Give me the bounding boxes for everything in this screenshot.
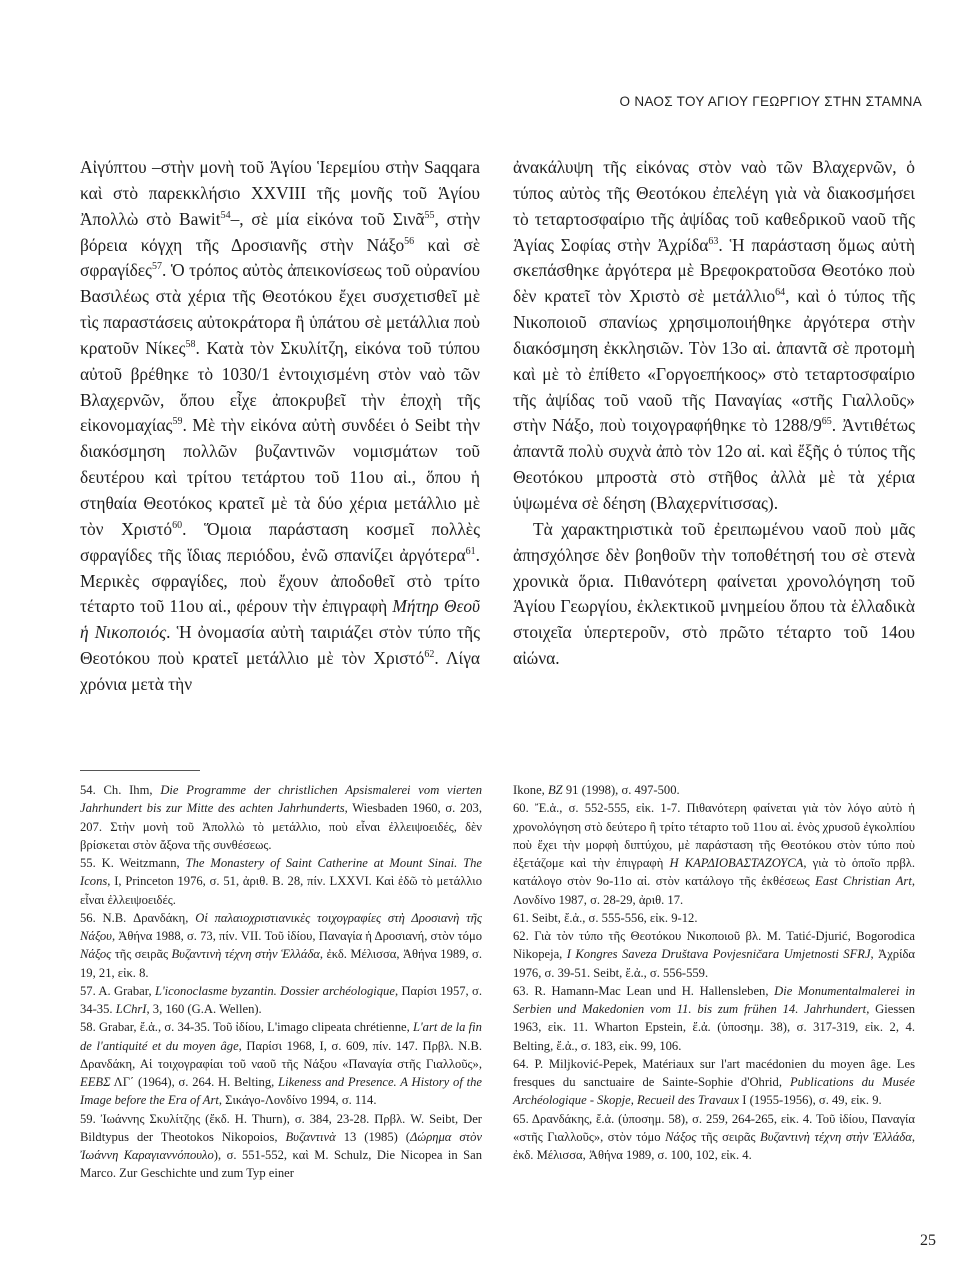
italic-text: Βυζαντινὴ τέχνη στὴν Ἑλλάδα — [760, 1129, 912, 1144]
text-run: 62. Γιὰ τὸν τύπο τῆς Θεοτόκου Νικοποιοῦ βλ. M. Tatić-Djurić, Bogorodica Nikopeja, — [513, 929, 915, 962]
text-run: . Ἡ ὀνομασία αὐτὴ ταιριάζει στὸν τύπο τῆς Θεοτόκου ποὺ κρατεῖ μετάλλιο μὲ τὸν Χριστό — [80, 622, 480, 669]
text-run: τῆς σειρᾶς — [111, 947, 172, 962]
italic-text: BZ — [547, 783, 563, 797]
footnote-ref: 55 — [424, 209, 435, 221]
text-run: –, σὲ μία εἰκόνα τοῦ Σινᾶ — [230, 208, 425, 229]
text-run: Ikone, — [513, 783, 548, 797]
italic-text: Νάξος — [80, 947, 112, 962]
text-run: , Giessen 1963, εἰκ. 11. Wharton Epstein, ἔ.ἀ. (ὑποσημ. 38), σ. 317-319, εἰκ. 2, 4. Belting, ἔ.ἀ., σ. 183, εἰκ. 99, 106. — [513, 1002, 916, 1053]
text-run: , Παρίσι 1957, σ. 34-35. — [80, 983, 482, 1016]
footnote — [513, 781, 915, 799]
italic-text: I Kongres Saveza Društava Povjesničara Umjetnosti SFRJ — [566, 947, 871, 962]
body-column-left — [80, 155, 480, 698]
italic-text: Die Programme der christlichen Apsismalerei vom vierten Jahrhundert bis zur Mitte des achten Jahrhunderts — [80, 783, 483, 816]
italic-text: Publications du Musée Archéologique - Skopje, Recueil des Travaux — [513, 1075, 915, 1108]
footnotes-column-left — [80, 781, 482, 1183]
text-run: , 3, 160 (G.A. Wellen). — [146, 1002, 262, 1016]
text-run: . Κατὰ τὸν Σκυλίτζη, εἰκόνα τοῦ τύπου αὐτοῦ βρέθηκε τὸ 1030/1 ἐντοιχισμένη στὸν ναὸ τῶν Βλαχερνῶν, ὅπου εἶχε ἀποκρυβεῖ τὴν ἐποχὴ τῆς εἰκονομαχίας — [80, 337, 480, 436]
text-run: 59. Ἰωάννης Σκυλίτζης (ἔκδ. H. Thurn), σ. 384, 23-28. Πρβλ. W. Seibt, Der Bildtypus der Theotokos Nikopoios, — [80, 1111, 482, 1144]
italic-text: Βυζαντινὰ — [285, 1129, 336, 1144]
italic-text: LChrI — [115, 1002, 147, 1016]
text-run: 65. Δρανδάκης, ἔ.ἀ. (ὑποσημ. 58), σ. 259, 264-265, εἰκ. 4. Τοῦ ἰδίου, Παναγία «στῆς Γιαλλοῦς», στὸν τόμο — [513, 1111, 915, 1144]
text-run: 58. Grabar, ἔ.ἀ., σ. 34-35. Τοῦ ἰδίου, L'imago clipeata chrétienne, — [80, 1020, 413, 1035]
text-run: 64. P. Miljković-Pepek, Matériaux sur l'art macédonien du moyen âge. Les fresques du sanctuaire de Sainte-Sophie d'Ohrid, — [513, 1056, 915, 1089]
running-head: Ο ΝΑΟΣ ΤΟΥ ΑΓΙΟΥ ΓΕΩΡΓΙΟΥ ΣΤΗΝ ΣΤΑΜΝΑ — [619, 94, 922, 109]
text-run: 13 (1985) ( — [335, 1129, 411, 1144]
text-run: , Wiesbaden 1960, σ. 203, 207. Στὴν μονὴ τοῦ Ἀπολλὼ τὸ μετάλλιο, ποὺ εἶναι ἐλλειψοειδές, δὲν βρίσκεται στὸν ἄξονα τῆς συνθέσεως. — [80, 801, 482, 852]
italic-text: The Monastery of Saint Catherine at Mount Sinai. The Icons — [80, 856, 482, 889]
text-run: , καὶ ὁ τύπος τῆς Νικοποιοῦ σπανίως χρησιμοποιήθηκε ἀργότερα στὴν διακόσμηση ἐκκλησιῶν. Τὸν 13ο αἰ. ἀπαντᾶ σὲ προτομὴ καὶ μὲ τὸ ἐπίθετο «Γοργοεπήκοος» στὸ τεταρτοσφαίριο τῆς ἀψίδας τοῦ ναοῦ τῆς Παναγίας «στῆς Γιαλλοῦς» στὴν Νάξο, ποὺ τοιχογραφήθηκε τὸ 1288/9 — [513, 286, 916, 436]
footnotes-column-right — [513, 781, 915, 1164]
italic-text: Likeness and Presence. A History of the Image before the Era of Art — [80, 1075, 482, 1108]
footnote-ref: 60 — [172, 520, 183, 532]
text-run: τῆς σειρᾶς — [696, 1129, 761, 1144]
footnote-ref: 59 — [172, 416, 183, 428]
text-run: , ἐκδ. Μέλισσα, Ἀθήνα 1989, σ. 19, 21, εἰκ. 8. — [80, 947, 482, 980]
text-run: ), σ. 551-552, καὶ M. Schulz, Die Nicopea in San Marco. Zur Geschichte und zum Typ einer — [80, 1148, 482, 1181]
text-run: , Λονδίνο 1987, σ. 28-29, ἀριθ. 17. — [513, 874, 915, 907]
footnote — [80, 1110, 482, 1183]
footnote — [513, 799, 915, 909]
text-run: I (1955-1956), σ. 49, εἰκ. 9. — [739, 1093, 882, 1108]
text-run: 91 (1998), σ. 497-500. — [562, 783, 680, 797]
footnote-ref: 62 — [424, 649, 435, 661]
footnote-ref: 61 — [465, 545, 476, 557]
text-run: ΛΓ΄ (1964), σ. 264. H. Belting, — [110, 1075, 279, 1089]
text-run: , Παρίσι 1968, I, σ. 609, πίν. 147. Πρβλ. N.B. Δρανδάκη, Αἱ τοιχογραφίαι τοῦ ναοῦ τῆς Νάξου «Παναγία στῆς Γιαλλοῦς», — [80, 1038, 482, 1071]
italic-text: East Christian Art — [815, 874, 912, 889]
text-run: . Ὅμοια παράσταση κοσμεῖ πολλὲς σφραγίδες τῆς ἴδιας περιόδου, ἐνῶ σπανίζει ἀργότερα — [80, 518, 480, 565]
text-run: Αἰγύπτου –στὴν μονὴ τοῦ Ἁγίου Ἱερεμίου στὴν Saqqara καὶ στὸ παρεκκλήσιο XXVIII τῆς μονῆς τοῦ Ἁγίου Ἀπολλὼ στὸ Bawit — [80, 157, 480, 229]
italic-text: Die Monumentalmalerei in Serbien und Makedonien vom 11. bis zum frühen 14. Jahrhundert — [513, 983, 916, 1016]
text-run: 60. Ἔ.ἀ., σ. 552-555, εἰκ. 1-7. Πιθανότερη φαίνεται γιὰ τὸν λόγο αὐτὸ ἡ χρονολόγηση στὸ δεύτερο ἢ τρίτο τέταρτο τοῦ 11ου αἰ. ἑνὸς χρυσοῦ ἐγκολπίου ποὺ ἔχει τὴν μορφὴ διπτύχου, μὲ παράσταση τῆς Θεοτόκου στὸν τύπο ποὺ ἐξετάζομε καὶ τὴν ἐπιγραφὴ — [513, 801, 915, 870]
text-run: 63. R. Hamann-Mac Lean und H. Hallensleben, — [513, 983, 775, 998]
text-run: . Μερικὲς σφραγίδες, ποὺ ἔχουν ἀποδοθεῖ στὸ τρίτο τέταρτο τοῦ 11ου αἰ., φέρουν τὴν ἐπιγραφὴ — [80, 544, 480, 617]
footnote-rule — [80, 770, 200, 771]
text-run: . Μὲ τὴν εἰκόνα αὐτὴ συνδέει ὁ Seibt τὴν διακόσμηση πολλῶν βυζαντινῶν νομισμάτων τοῦ δευτέρου καὶ τρίτου τετάρτου τοῦ 11ου αἰ., ὅπου ἡ στηθαία Θεοτόκος κρατεῖ μὲ τὰ δύο χέρια μετάλλιο μὲ τὸν Χριστό — [80, 415, 480, 539]
footnote-ref: 57 — [151, 261, 162, 273]
footnote — [80, 909, 482, 982]
footnote — [513, 927, 915, 982]
footnote — [513, 909, 915, 927]
footnote-ref: 54 — [220, 209, 231, 221]
body-paragraph — [513, 155, 915, 517]
italic-text: Οἱ παλαιοχριστιανικὲς τοιχογραφίες στὴ Δροσιανὴ τῆς Νάξου — [80, 910, 482, 943]
footnote — [513, 1110, 915, 1165]
footnote — [80, 982, 482, 1019]
italic-text: Βυζαντινὴ τέχνη στὴν Ἑλλάδα — [171, 947, 320, 962]
footnote-ref: 63 — [708, 235, 719, 247]
text-run: , I, Princeton 1976, σ. 51, ἀριθ. B. 28, πίν. LXXVI. Καὶ ἐδῶ τὸ μετάλλιο εἶναι ἐλλειψοειδές. — [80, 874, 482, 907]
footnote — [80, 1018, 482, 1109]
body-paragraph — [513, 517, 915, 672]
footnote — [80, 854, 482, 909]
italic-text: L'art de la fin de l'antiquité et du moyen âge — [80, 1020, 482, 1053]
footnote-ref: 65 — [821, 416, 832, 428]
text-run: , Ἀχρίδα 1976, σ. 39-51. Seibt, ἔ.ἀ., σ. 556-559. — [513, 947, 916, 980]
text-run: Τὰ χαρακτηριστικὰ τοῦ ἐρειπωμένου ναοῦ ποὺ μᾶς ἀπησχόλησε δὲν βοηθοῦν τὴν τοποθέτησή του σὲ στενὰ χρονικὰ ὅρια. Πιθανότερη φαίνεται χρονολόγηση τοῦ Ἁγίου Γεωργίου, ἐκλεκτικοῦ μνημείου ὅπου τὰ ἑλλαδικὰ στοιχεῖα ὑπερτεροῦν, στὸ πρῶτο τέταρτο τοῦ 14ου αἰώνα. — [513, 518, 915, 669]
italic-text: Η ΚΑΡΔΙΟΒΑΣΤΑΖΟΥCΑ — [669, 856, 804, 870]
text-run: ἀνακάλυψη τῆς εἰκόνας στὸν ναὸ τῶν Βλαχερνῶν, ὁ τύπος αὐτὸς τῆς Θεοτόκου ἐπελέγη γιὰ νὰ διακοσμήσει τὸ τεταρτοσφαίριο τῆς ἀψίδας τοῦ καθεδρικοῦ ναοῦ τῆς Ἁγίας Σοφίας στὴν Ἀχρίδα — [513, 157, 915, 255]
body-column-right — [513, 155, 915, 672]
text-run: 55. K. Weitzmann, — [80, 856, 186, 870]
text-run: 56. N.B. Δρανδάκη, — [80, 910, 196, 925]
italic-text: Νάξος — [665, 1129, 697, 1144]
text-run: , Ἀθήνα 1988, σ. 73, πίν. VII. Τοῦ ἰδίου, Παναγία ἡ Δροσιανή, στὸν τόμο — [111, 929, 482, 943]
body-paragraph — [80, 155, 480, 698]
footnote-ref: 58 — [185, 339, 196, 351]
footnote-ref: 56 — [404, 235, 415, 247]
page-number: 25 — [920, 1232, 936, 1249]
footnote — [513, 1055, 915, 1110]
text-run: , στὴν βόρεια κόγχη τῆς Δροσιανῆς στὴν Νάξο — [80, 208, 480, 255]
italic-text: L'iconoclasme byzantin. Dossier archéologique — [154, 983, 395, 998]
text-run: . Λίγα χρόνια μετὰ τὴν — [80, 648, 480, 694]
text-run: 61. Seibt, ἔ.ἀ., σ. 555-556, εἰκ. 9-12. — [513, 910, 698, 925]
text-run: . Ἀντιθέτως ἀπαντᾶ πολὺ συχνὰ ἀπὸ τὸν 12ο αἰ. καὶ ἔξῆς ὁ τύπος τῆς Θεοτόκου μπροστὰ στὸ στῆθος ἀλλὰ μὲ τὰ χέρια ὑψωμένα σὲ δέηση (Βλαχερνίτισσας). — [513, 415, 915, 513]
text-run: 54. Ch. Ihm, — [80, 783, 161, 797]
text-run: 57. A. Grabar, — [80, 983, 155, 998]
text-run: , Σικάγο-Λονδίνο 1994, σ. 114. — [218, 1093, 377, 1108]
italic-text: ΕΕΒΣ — [80, 1075, 111, 1089]
footnote — [80, 781, 482, 854]
text-run: , ἐκδ. Μέλισσα, Ἀθήνα 1989, σ. 100, 102, εἰκ. 4. — [513, 1129, 915, 1162]
text-run: καὶ σὲ σφραγίδες — [80, 234, 480, 281]
text-run: . Ἡ παράσταση ὅμως αὐτὴ σκεπάσθηκε ἀργότερα μὲ Βρεφοκρατοῦσα Θεοτόκο ποὺ δὲν κρατεῖ τὸν Χριστὸ σὲ μετάλλιο — [513, 234, 915, 307]
italic-text: Δώρημα στὸν Ἰωάννη Καραγιαννόπουλο — [80, 1129, 482, 1162]
footnote — [513, 982, 915, 1055]
text-run: , γιὰ τὸ ὁποῖο πρβλ. κατάλογο στὸν 9ο-11ο αἰ. στὸν κατάλογο τῆς ἐκθέσεως — [513, 856, 915, 889]
footnote-ref: 64 — [775, 287, 786, 299]
italic-text: Μήτηρ Θεοῦ ἡ Νικοποιός — [80, 596, 480, 643]
text-run: . Ὁ τρόπος αὐτὸς ἀπεικονίσεως τοῦ οὐρανίου Βασιλέως στὰ χέρια τῆς Θεοτόκου ἔχει συσχετισθεῖ μὲ τὶς παραστάσεις αὐτοκράτορα ἢ ὑπάτου σὲ μετάλλια ποὺ κρατοῦν Νίκες — [80, 260, 480, 358]
